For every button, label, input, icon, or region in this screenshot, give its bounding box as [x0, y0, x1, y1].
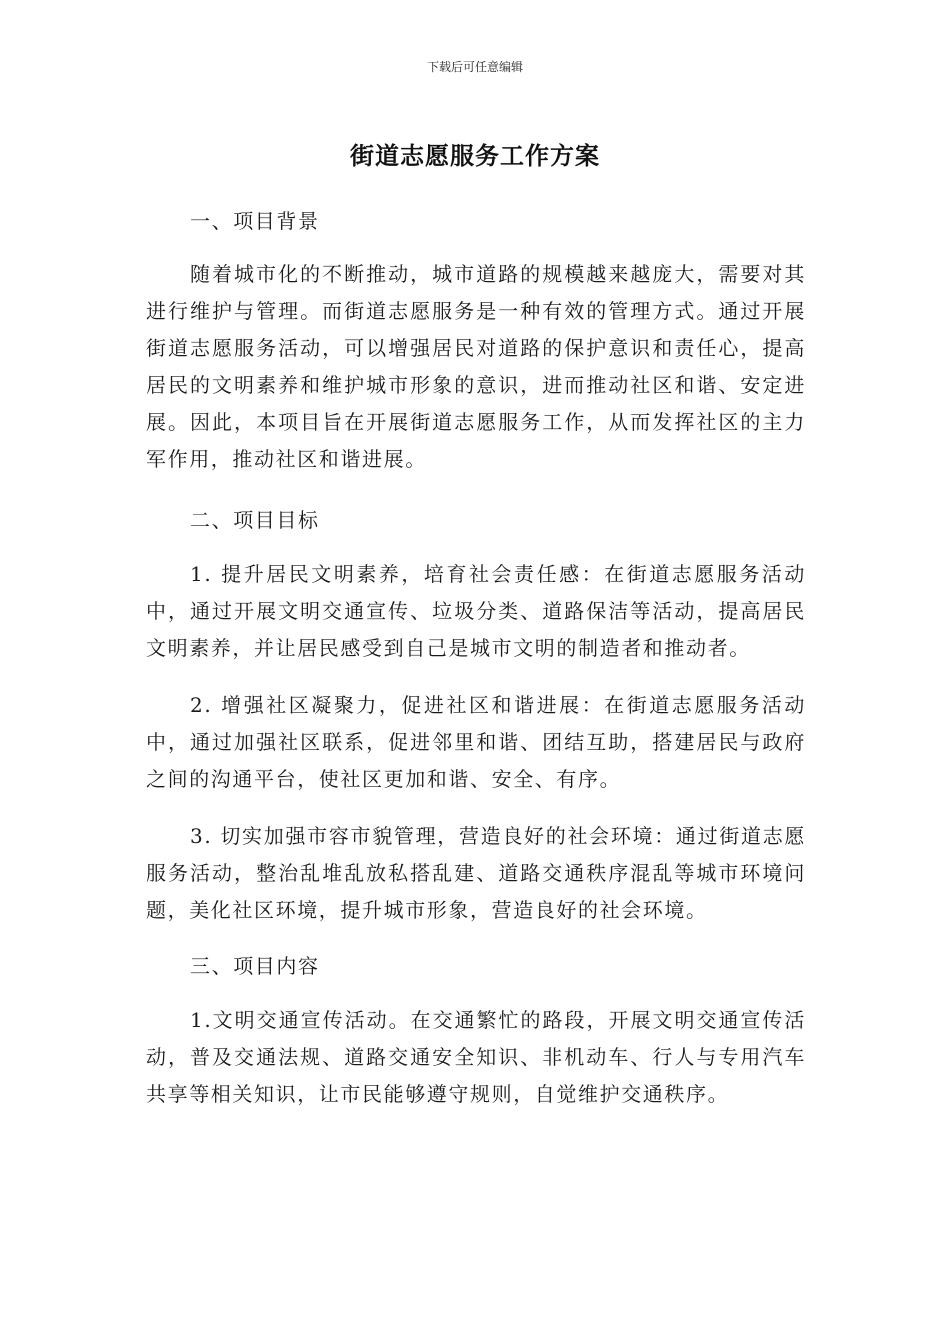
- goal-item-1-block: [146, 556, 806, 667]
- goal-item-2-block: [146, 687, 806, 798]
- goal-item-2: 2. 增强社区凝聚力，促进社区和谐进展：在街道志愿服务活动中，通过加强社区联系，促进邻里和谐、团结互助，搭建居民与政府之间的沟通平台，使社区更加和谐、安全、有序。: [146, 693, 806, 791]
- content-item-1: 1.文明交通宣传活动。在交通繁忙的路段，开展文明交通宣传活动，普及交通法规、道路交通安全知识、非机动车、行人与专用汽车共享等相关知识，让市民能够遵守规则，自觉维护交通秩序。: [146, 1008, 806, 1106]
- background-paragraph: 随着城市化的不断推动，城市道路的规模越来越庞大，需要对其进行维护与管理。而街道志愿服务是一种有效的管理方式。通过开展街道志愿服务活动，可以增强居民对道路的保护意识和责任心，提高居民的文明素养和维护城市形象的意识，进而推动社区和谐、安定进展。因此，本项目旨在开展街道志愿服务工作，从而发挥社区的主力军作用，推动社区和谐进展。: [146, 262, 806, 471]
- background-paragraph-block: [146, 256, 806, 478]
- header-note: 下载后可任意编辑: [426, 60, 523, 74]
- section-heading-goals: 二、项目目标: [190, 508, 320, 532]
- section-heading-background: 一、项目背景: [190, 209, 320, 233]
- content-item-1-block: [146, 1002, 806, 1113]
- goal-item-3-block: [146, 818, 806, 929]
- goal-item-1: 1. 提升居民文明素养，培育社会责任感：在街道志愿服务活动中，通过开展文明交通宣传、垃圾分类、道路保洁等活动，提高居民文明素养，并让居民感受到自己是城市文明的制造者和推动者。: [146, 562, 806, 660]
- page-title: 街道志愿服务工作方案: [350, 142, 600, 170]
- section-heading-content: 三、项目内容: [190, 954, 320, 978]
- goal-item-3: 3. 切实加强市容市貌管理，营造良好的社会环境：通过街道志愿服务活动，整治乱堆乱放私搭乱建、道路交通秩序混乱等城市环境问题，美化社区环境，提升城市形象，营造良好的社会环境。: [146, 824, 806, 922]
